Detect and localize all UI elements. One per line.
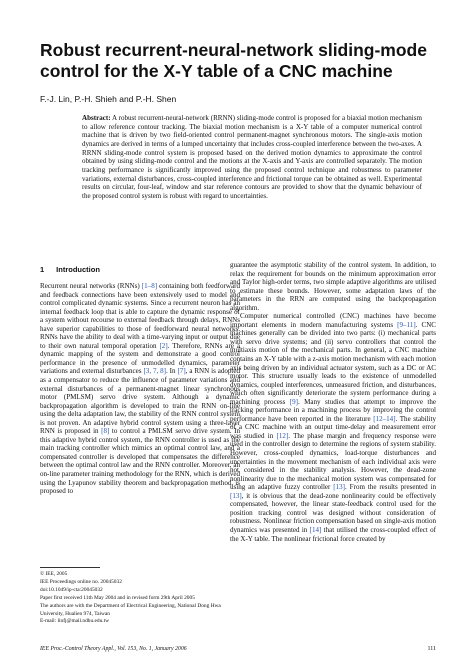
abstract-label: Abstract: bbox=[82, 114, 111, 122]
footnotes bbox=[40, 571, 230, 626]
journal-footer: IEE Proc.-Control Theory Appl., Vol. 153, No. 1, January 2006 bbox=[40, 646, 187, 652]
body-text: . In bbox=[166, 367, 178, 376]
abstract-text: A robust recurrent-neural-network (RRNN) sliding-mode control is proposed for a biaxial motion mechanism to allow reference contour tracking. The biaxial motion mechanism is a X-Y table of a computer numerical control machine that is driven by two field-oriented control permanent-magnet synchronous motors. The single-axis motion dynamics are derived in terms of a lumped uncertainty that includes cross-coupled interference between the two-axes. A RRNN sliding-mode control system is proposed based on the derived motion dynamics to approximate the control obtained by using sliding-mode control and the motions at the X-axis and Y-axis are controlled separately. The motion tracking performance is significantly improved using the proposed control technique and robustness to parameter variations, external disturbances, cross-coupled interference and frictional torque can be obtained as well. Experimental results on circular, four-leaf, window and star reference contours are provided to show that the dynamic behaviour of the proposed control system is robust with regard to uncertainties. bbox=[82, 114, 422, 200]
left-column bbox=[40, 282, 240, 496]
body-text: Recurrent neural networks (RNNs) bbox=[40, 282, 142, 290]
citation-link[interactable]: [8] bbox=[101, 427, 110, 436]
footnote-line: E-mail: linfj@mail.ndhu.edu.tw bbox=[40, 618, 110, 625]
citation-link[interactable]: [3, 7, 8] bbox=[143, 367, 167, 376]
body-text: that utilised the cross-coupled effect of the X-Y table. The nonlinear frictional force created by bbox=[230, 525, 436, 543]
body-paragraph bbox=[40, 282, 240, 496]
body-text: . The stability of a CNC machine with an output time-delay and measurement error was studied in bbox=[230, 414, 436, 440]
section-title: Introduction bbox=[56, 265, 100, 274]
footnote-line: Paper first received 11th May 2004 and in revised form 29th April 2005 bbox=[40, 594, 195, 601]
citation-link[interactable]: [9–11] bbox=[397, 320, 416, 329]
footnote-line: © IEE, 2005 bbox=[40, 571, 68, 577]
body-text: . Therefore, RNNs are a dynamic mapping of the system and demonstrate a good control performance in the presence of unmodelled dynamics, parameter variations and external disturbances bbox=[40, 341, 240, 376]
body-paragraph bbox=[230, 261, 436, 312]
footnote-line: IEE Proceedings online no. 20045032 bbox=[40, 578, 122, 585]
body-text: . From the results presented in bbox=[345, 483, 436, 492]
footnote-line: doi:10.1049/ip-cta:20045032 bbox=[40, 586, 103, 593]
body-text: , a RNN is adopted as a compensator to reduce the influence of parameter variations and external disturbances of a permanent-magnet linear synchronous motor (PMLSM) servo drive system. Although a dynamic backpropagation algorithm is developed to train the RNN on-line using the delta adaptation law, the stability of the RNN control system is not proven. An adaptive hybrid control system using a three-layer RNN is proposed in bbox=[40, 367, 241, 436]
citation-link[interactable]: [7] bbox=[177, 367, 186, 376]
body-text: . The phase margin and frequency response were used in the controller design to determine the regions of system stability. However, cross-coupled dynamics, load-torque disturbances and uncertainties in the movement mechanism of each individual axis were not considered in the stability analysis. However, the dead-zone nonlinearity due to the mechanical motion system was compensated for using an adaptive fuzzy controller bbox=[230, 431, 436, 492]
citation-link[interactable]: [14] bbox=[309, 525, 322, 534]
abstract-block bbox=[82, 114, 422, 201]
citation-link[interactable]: [13] bbox=[333, 483, 346, 492]
citation-link[interactable]: [13] bbox=[230, 491, 242, 500]
citation-link[interactable]: [12] bbox=[276, 431, 289, 440]
footnote-line: University, Hualien 974, Taiwan bbox=[40, 610, 110, 617]
body-text: guarantee the asymptotic stability of the control system. In addition, to relax the requirement for bounds on the minimum approximation error and Taylor high-order terms, two simple adaptive algorithms are utilised to estimate these bounds. However, some adaptation laws of the parameters in the RRN are computed using the backpropagation algorithm. bbox=[230, 261, 436, 312]
citation-link[interactable]: [12–14] bbox=[373, 414, 396, 423]
page-number: 111 bbox=[427, 646, 436, 652]
body-text: containing both feedforward and feedback connections have been extensively used to model and control complicated dynamic systems. Since a recurrent neuron has an internal feedback loop that is able to capture the dynamic response of a system without recourse to external feedback through delays, RNNs have superior capabilities to those of feedforward neural networks. RNNs have the ability to deal with a time-varying input or output due to their own natural temporal operation bbox=[40, 282, 240, 350]
body-text: Computer numerical controlled (CNC) machines have become important elements in modern manufacturing systems bbox=[230, 312, 436, 329]
section-number: 1 bbox=[40, 265, 45, 274]
citation-link[interactable]: [1–8] bbox=[141, 282, 158, 290]
footnote-line: The authors are with the Department of Electrical Engineering, National Dong Hwa bbox=[40, 602, 221, 609]
body-text: . Many studies that attempt to improve the tracking performance in a machining process by improving the control performance have been reported in the literature bbox=[230, 397, 436, 423]
body-text: to control a PMLSM servo drive system. In this adaptive hybrid control system, the RNN controller is used as the main tracking controller which mimics an optimal control law, and a compensated controller is developed that compensates the difference between the optimal control law and the RNN controller. Moreover, an on-line parameter training methodology for the RNN, which is derived using the Lyapunov stability theorem and backpropagation method, is proposed to bbox=[40, 427, 240, 496]
body-paragraph bbox=[230, 312, 436, 543]
citation-link[interactable]: [9] bbox=[289, 397, 298, 406]
right-column bbox=[230, 261, 436, 543]
footnote-divider bbox=[40, 567, 100, 568]
section-heading bbox=[40, 265, 100, 274]
author-list: F.-J. Lin, P.-H. Shieh and P.-H. Shen bbox=[40, 94, 177, 104]
citation-link[interactable]: [2] bbox=[159, 341, 168, 350]
body-text: , it is obvious that the dead-zone nonlinearity could be effectively compensated, however, the linear state-feedback control used for the position tracking control was designed without consideration of robustness. Nonlinear friction compensation based on single-axis motion dynamics was presented in bbox=[230, 491, 436, 534]
body-text: . CNC machines generally can be divided into two parts: (i) mechanical parts with servo drive systems; and (ii) servo controllers that control the multiaxis motion of the mechanical parts. In general, a CNC machine contains an X-Y table with a z-axis motion mechanism with each motion axis being driven by an individual actuator system, such as a DC or AC motor. This structure usually leads to the existence of unmodelled dynamics, coupled interferences, unmeasured friction, and disturbances, which often significantly deteriorate the system performance during a machining process bbox=[230, 320, 437, 406]
paper-title: Robust recurrent-neural-network sliding-mode control for the X-Y table of a CNC machine bbox=[40, 40, 427, 81]
